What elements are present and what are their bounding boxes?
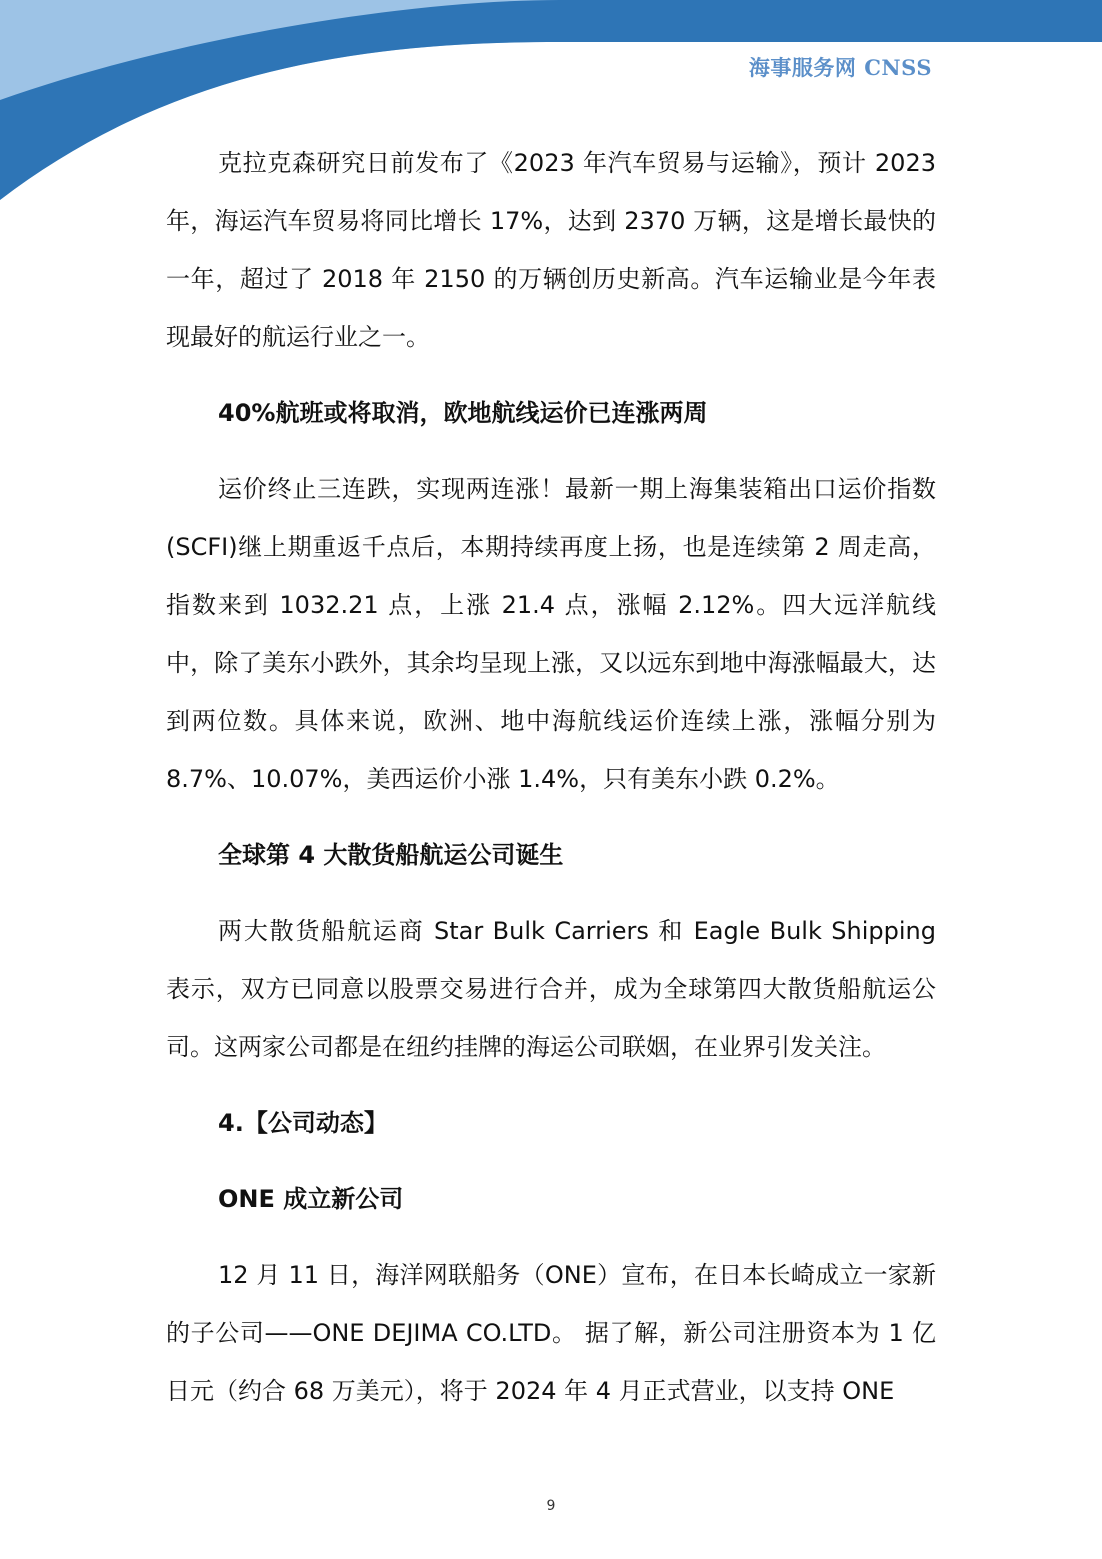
paragraph-scfi: 运价终止三连跌，实现两连涨！最新一期上海集装箱出口运价指数(SCFI)继上期重返千点后，本期持续再度上扬，也是连续第 2 周走高，指数来到 1032.21 点，上涨 21.4 点，涨幅 2.12%。四大远洋航线中，除了美东小跌外，其余均呈现上涨，又以远东到地中海涨幅最大，达到两位数。具体来说，欧洲、地中海航线运价连续上涨，涨幅分别为 8.7%、10.07%，美西运价小涨 1.4%，只有美东小跌 0.2%。 bbox=[166, 475, 936, 793]
heading-bulk-merger: 全球第 4 大散货船航运公司诞生 bbox=[218, 841, 564, 869]
page-number: 9 bbox=[546, 1498, 556, 1514]
heading-one-new-company: ONE 成立新公司 bbox=[218, 1185, 404, 1213]
paragraph-bulk-merger: 两大散货船航运商 Star Bulk Carriers 和 Eagle Bulk Shipping 表示，双方已同意以股票交易进行合并，成为全球第四大散货船航运公司。这两家公司都是在纽约挂牌的海运公司联姻，在业界引发关注。 bbox=[166, 917, 936, 1061]
paragraph-one-dejima: 12 月 11 日，海洋网联船务（ONE）宣布，在日本长崎成立一家新的子公司——ONE DEJIMA CO.LTD。 据了解，新公司注册资本为 1 亿日元（约合 68 万美元），将于 2024 年 4 月正式营业，以支持 ONE bbox=[166, 1261, 936, 1405]
heading-freight-rates: 40%航班或将取消，欧地航线运价已连涨两周 bbox=[218, 399, 708, 427]
section-heading-company-news: 4.【公司动态】 bbox=[218, 1109, 388, 1137]
brand-logo-text: 海事服务网 CNSS bbox=[748, 55, 932, 80]
paragraph-clarksons: 克拉克森研究日前发布了《2023 年汽车贸易与运输》，预计 2023 年，海运汽车贸易将同比增长 17%，达到 2370 万辆，这是增长最快的一年，超过了 2018 年 2150 的万辆创历史新高。汽车运输业是今年表现最好的航运行业之一。 bbox=[166, 149, 936, 351]
article-body bbox=[166, 134, 936, 1438]
